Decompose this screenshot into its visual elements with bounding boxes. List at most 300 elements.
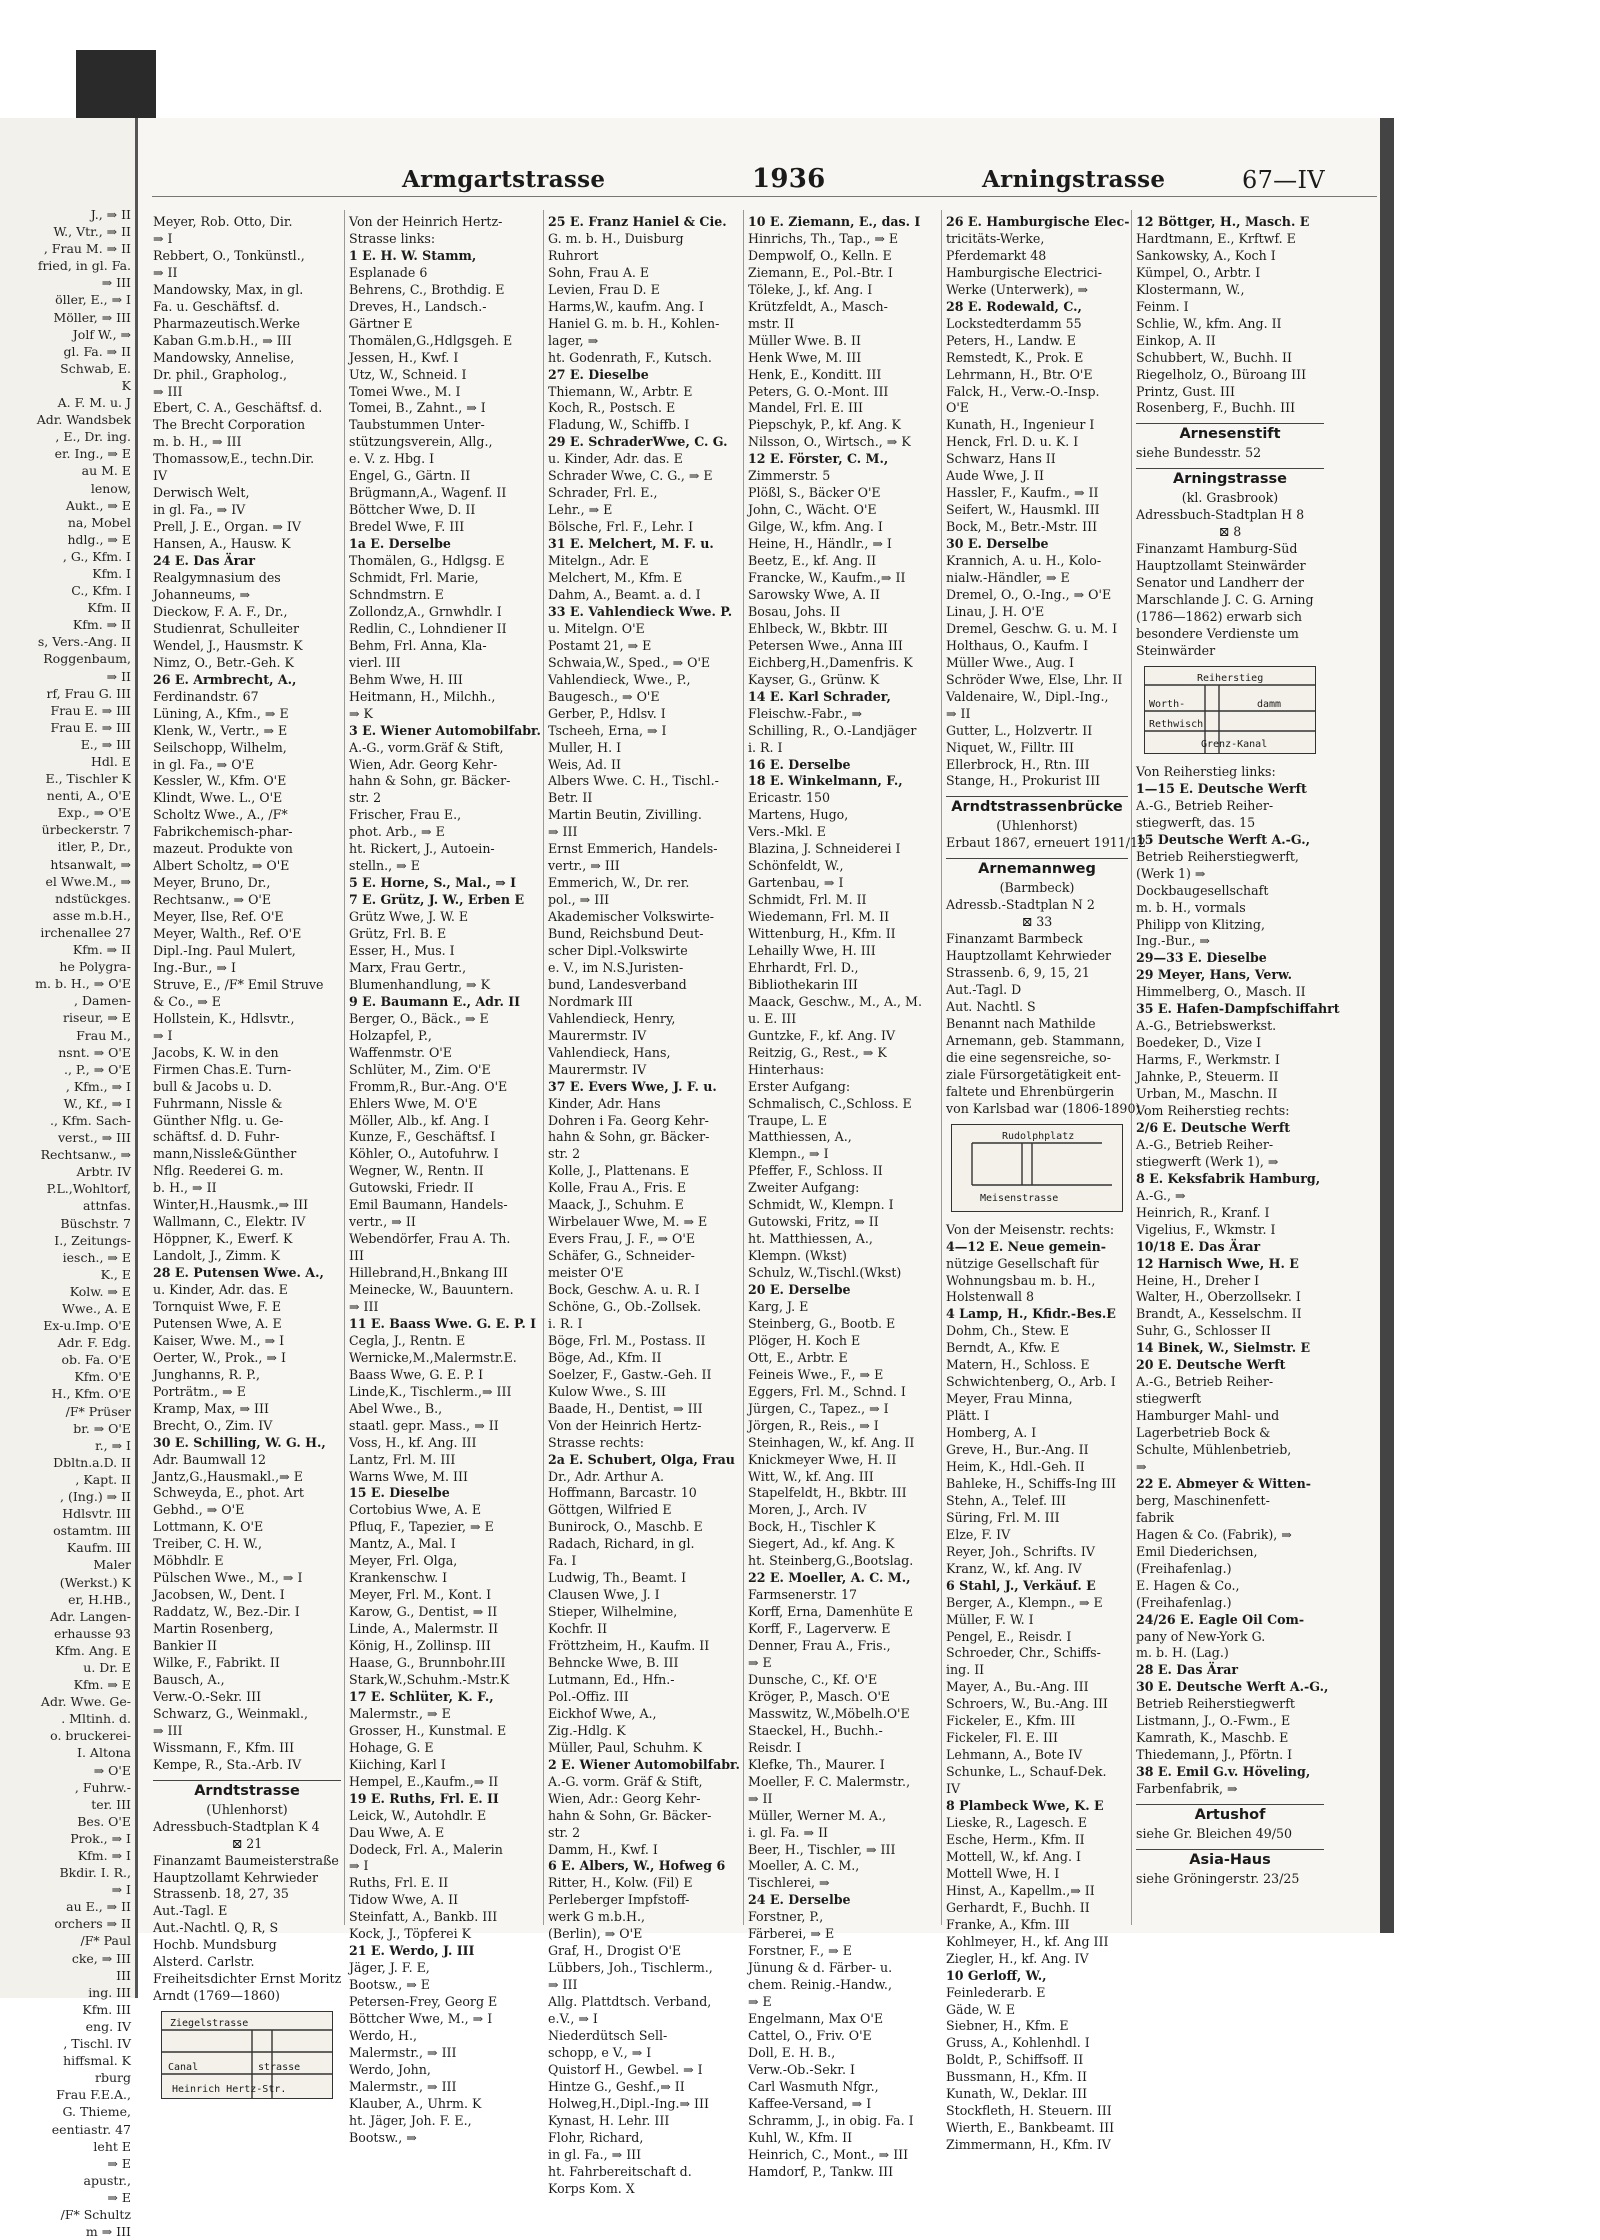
resident-entry: Finanzamt Barmbeck [946, 931, 1083, 947]
resident-entry: Eggers, Frl. M., Schnd. I [748, 1383, 906, 1399]
left-fragment-line: , E., Dr. ing. [55, 429, 131, 445]
left-fragment-line: Frau F.E.A., [56, 2087, 131, 2103]
resident-entry: Beer, H., Tischler, ⇒ III [748, 1841, 896, 1857]
resident-entry: Pol.-Offiz. III [548, 1688, 629, 1704]
map-label: Canal [168, 2062, 199, 2074]
resident-entry: Lehrmann, H., Btr. O'E [946, 366, 1093, 382]
resident-entry: Zimmerstr. 5 [748, 468, 831, 484]
resident-entry: Baugesch., ⇒ O'E [548, 688, 660, 704]
resident-entry: Arndt (1769—1860) [153, 1988, 280, 2004]
resident-entry: Perleberger Impfstoff- [548, 1892, 690, 1908]
resident-entry: Homberg, A. I [946, 1425, 1037, 1441]
resident-entry: & Co., ⇒ E [153, 993, 221, 1009]
house-number-entry: 20 E. Deutsche Werft [1136, 1357, 1286, 1373]
resident-entry: Rechtsanw., ⇒ O'E [153, 892, 272, 908]
resident-entry: Gutter, L., Holzvertr. II [946, 722, 1093, 738]
left-fragment-line: iesch., ⇒ E [62, 1249, 131, 1265]
resident-entry: Winter,H.,Hausmk.,⇒ III [153, 1197, 309, 1213]
resident-entry: Mottell, W., kf. Ang. I [946, 1848, 1081, 1864]
resident-entry: Hempel, E.,Kaufm.,⇒ II [349, 1773, 499, 1789]
resident-entry: tricitäts-Werke, [946, 230, 1045, 246]
left-page-lines [0, 118, 135, 2240]
house-number-entry: 21 E. Werdo, J. III [349, 1943, 475, 1959]
resident-entry: ⇒ III [153, 1722, 183, 1738]
resident-entry: Mantz, A., Mal. I [349, 1536, 456, 1552]
resident-entry: Linde,K., Tischlerm.,⇒ III [349, 1383, 512, 1399]
resident-entry: ⇒ K [349, 705, 373, 721]
resident-entry: in gl. Fa., ⇒ O'E [153, 756, 255, 772]
resident-entry: Schwichtenberg, O., Arb. I [946, 1374, 1116, 1390]
resident-entry: Berger, A., Klempn., ⇒ E [946, 1594, 1103, 1610]
resident-entry: Bussmann, H., Kfm. II [946, 2069, 1087, 2085]
resident-entry: stiegwerft (Werk 1), ⇒ [1136, 1153, 1279, 1169]
resident-entry: Thiedemann, J., Pförtn. I [1136, 1747, 1293, 1763]
resident-entry: Nimz, O., Betr.-Geh. K [153, 654, 294, 670]
resident-entry: Suhr, G., Schlosser II [1136, 1323, 1271, 1339]
left-fragment-line: Aukt., ⇒ E [65, 497, 131, 513]
resident-entry: Korps Kom. X [548, 2180, 635, 2196]
resident-entry: stiegwerft, das. 15 [1136, 814, 1256, 830]
resident-entry: Schmidt, W., Klempn. I [748, 1197, 894, 1213]
resident-entry: Tidow Wwe, A. II [349, 1892, 459, 1908]
resident-entry: Dunsche, C., Kf. O'E [748, 1671, 878, 1687]
resident-entry: Schndmstrn. E [349, 586, 444, 602]
resident-entry: Meyer, Rob. Otto, Dir. [153, 214, 293, 229]
resident-entry: The Brecht Corporation [153, 417, 306, 433]
resident-entry: Warns Wwe, M. III [349, 1468, 468, 1484]
resident-entry: Wernicke,M.,Malermstr.E. [349, 1349, 517, 1365]
resident-entry: ⇒ I [349, 1858, 369, 1874]
resident-entry: Gärtner E [349, 315, 413, 331]
resident-entry: hahn & Sohn, gr. Bäcker- [548, 1129, 710, 1145]
arndt-map-sketch [161, 2011, 333, 2099]
resident-entry: Cegla, J., Rentn. E [349, 1332, 466, 1348]
resident-entry: (1786—1862) erwarb sich [1136, 609, 1303, 625]
resident-entry: Hardtmann, E., Krftwf. E [1136, 230, 1296, 246]
resident-entry: Müller, Paul, Schuhm. K [548, 1739, 703, 1755]
resident-entry: Dr. phil., Grapholog., [153, 366, 287, 382]
resident-entry: Klefke, Th., Maurer. I [748, 1756, 885, 1772]
resident-entry: Hauptzollamt Kehrwieder [153, 1869, 318, 1885]
house-number-entry: 24 E. Das Ärar [153, 553, 256, 569]
left-fragment-line: s, Vers.-Ang. II [37, 634, 131, 650]
resident-entry: Heinrich, R., Kranf. I [1136, 1204, 1270, 1220]
resident-entry: faltete und Ehrenbürgerin [946, 1083, 1115, 1099]
resident-entry: Lieske, R., Lagesch. E [946, 1815, 1088, 1831]
resident-entry: str. 2 [548, 1146, 581, 1162]
resident-entry: Reyer, Joh., Schrifts. IV [946, 1543, 1095, 1559]
resident-entry: ⇒ III [349, 1299, 379, 1314]
resident-entry: Ing.-Bur., ⇒ [1136, 933, 1210, 949]
resident-entry: Matthiessen, A., [748, 1129, 852, 1145]
resident-entry: Von der Heinrich Hertz- [349, 214, 503, 229]
resident-entry: Esche, Herm., Kfm. II [946, 1831, 1085, 1847]
map-label: Rethwisch [1149, 718, 1204, 730]
resident-entry: Tscheeh, Erna, ⇒ I [548, 722, 667, 738]
resident-entry: Cattel, O., Friv. O'E [748, 2027, 872, 2043]
resident-entry: Kuhl, W., Kfm. II [748, 2129, 853, 2145]
left-fragment-line: K [121, 377, 131, 393]
resident-entry: Dremel, Geschw. G. u. M. I [946, 620, 1118, 636]
resident-entry: ing. II [946, 1662, 985, 1678]
resident-entry: Aude Wwe, J. II [946, 468, 1044, 484]
left-fragment-line: Wwe., A. E [62, 1301, 131, 1316]
house-number-entry: 1 E. H. W. Stamm, [349, 247, 477, 263]
resident-entry: Färberei, ⇒ E [748, 1926, 835, 1942]
resident-entry: Kochfr. II [548, 1621, 608, 1637]
resident-entry: Steinfatt, A., Bankb. III [349, 1909, 498, 1925]
left-fragment-line: , Kapt. II [75, 1471, 131, 1487]
resident-entry: Esser, H., Mus. I [349, 942, 455, 958]
resident-entry: Carl Wasmuth Nfgr., [748, 2078, 879, 2094]
house-number-entry: 33 E. Vahlendieck Wwe. P. [548, 603, 733, 619]
house-number-entry: 31 E. Melchert, M. F. u. [548, 536, 714, 552]
resident-entry: Realgymnasium des [153, 570, 281, 586]
map-label: Ziegelstrasse [170, 2018, 249, 2030]
left-fragment-line: Frau M., [76, 1027, 131, 1043]
street-section-heading: Arndtstrassenbrücke [946, 796, 1128, 818]
resident-entry: u. Kinder, Adr. das. E [153, 1282, 288, 1298]
resident-entry: Gerber, P., Hdlsv. I [548, 705, 666, 721]
resident-entry: Ludwig, Th., Beamt. I [548, 1570, 687, 1586]
street-section-heading: Arnemannweg [946, 858, 1128, 880]
left-fragment-line: I., Zeitungs- [54, 1232, 131, 1248]
resident-entry: Studienrat, Schulleiter [153, 620, 300, 636]
resident-entry: vertr., ⇒ III [548, 858, 620, 874]
resident-entry: Engelmann, Max O'E [748, 2011, 884, 2027]
resident-entry: Vers.-Mkl. E [748, 824, 826, 840]
left-fragment-line: Exp., ⇒ O'E [57, 805, 131, 821]
resident-entry: Stockfleth, H. Steuern. III [946, 2103, 1112, 2119]
resident-entry: Nordmark III [548, 993, 633, 1009]
house-number-entry: 6 E. Albers, W., Hofweg 6 [548, 1858, 726, 1874]
house-number-entry: 27 E. Dieselbe [548, 366, 649, 382]
left-fragment-line: eng. IV [85, 2018, 131, 2034]
resident-entry: Ericastr. 150 [748, 790, 831, 806]
resident-entry: Raddatz, W., Bez.-Dir. I [153, 1604, 300, 1620]
resident-entry: Schramm, J., in obig. Fa. I [748, 2112, 914, 2128]
resident-entry: Ehlers Wwe, M. O'E [349, 1095, 478, 1111]
resident-entry: Strasse links: [349, 230, 436, 246]
resident-entry: Forstner, F., ⇒ E [748, 1943, 852, 1959]
resident-entry: König, H., Zollinsp. III [349, 1638, 491, 1654]
resident-entry: hahn & Sohn, Gr. Bäcker- [548, 1807, 712, 1823]
resident-entry: Hintze G., Geshf.,⇒ II [548, 2078, 685, 2094]
left-fragment-line: Kfm. ⇒ II [72, 942, 131, 958]
resident-entry: Martin Rosenberg, [153, 1621, 274, 1637]
resident-entry: Böge, Frl. M., Postass. II [548, 1332, 706, 1348]
left-fragment-line: Schwab, E. [60, 360, 131, 376]
resident-entry: Thomälen,G.,Hdlgsgeh. E [349, 332, 513, 348]
left-fragment-line: fried, in gl. Fa. [37, 258, 131, 274]
column-5-lines [941, 210, 1147, 2154]
resident-entry: Henck, Frl. D. u. K. I [946, 434, 1079, 450]
left-fragment-line: br. ⇒ O'E [73, 1420, 131, 1436]
resident-entry: Vahlendieck, Wwe., P., [548, 671, 691, 687]
house-number-entry: 29 E. SchraderWwe, C. G. [548, 434, 728, 450]
resident-entry: Gartenbau, ⇒ I [748, 875, 844, 891]
left-fragment-line: Ex-u.Imp. O'E [43, 1318, 131, 1334]
resident-entry: Franke, A., Kfm. III [946, 1916, 1070, 1932]
resident-entry: Kiiching, Karl I [349, 1756, 446, 1772]
resident-entry: Engel, G., Gärtn. II [349, 468, 471, 484]
left-fragment-line: Frau E. ⇒ III [50, 702, 131, 718]
resident-entry: Behm Wwe, H. III [349, 671, 463, 687]
left-fragment-line: , Tischl. IV [63, 2036, 131, 2052]
resident-entry: Maurermstr. IV [548, 1027, 647, 1043]
street-section-heading: Arnesenstift [1136, 423, 1324, 445]
resident-entry: Johanneums, ⇒ [153, 586, 250, 602]
resident-entry: Plöger, H. Koch E [748, 1332, 861, 1348]
resident-entry: Krannich, A. u. H., Kolo- [946, 553, 1102, 569]
resident-entry: Gilge, W., kfm. Ang. I [748, 519, 883, 535]
resident-entry: Jäger, J. F. E, [349, 1960, 430, 1976]
house-number-entry: 3 E. Wiener Automobilfabr. [349, 722, 541, 738]
arnemann-map-sketch [951, 1124, 1123, 1212]
resident-entry: Tomei, B., Zahnt., ⇒ I [349, 400, 486, 416]
resident-entry: Moeller, A. C. M., [748, 1858, 860, 1874]
resident-entry: Einkop, A. II [1136, 332, 1216, 348]
left-fragment-line: Adr. Langen- [49, 1608, 131, 1624]
house-number-entry: 10/18 E. Das Ärar [1136, 1238, 1261, 1254]
resident-entry: A.-G., vorm.Gräf & Stift, [349, 739, 504, 755]
resident-entry: Kröger, P., Masch. O'E [748, 1688, 891, 1704]
house-number-entry: 14 E. Karl Schrader, [748, 688, 891, 704]
resident-entry: Melchert, M., Kfm. E [548, 570, 683, 586]
resident-entry: Malermstr., ⇒ III [349, 2078, 457, 2094]
resident-entry: Utz, W., Schneid. I [349, 366, 467, 382]
resident-entry: Hagen & Co. (Fabrik), ⇒ [1136, 1526, 1292, 1542]
resident-entry: Witt, W., kf. Ang. III [748, 1468, 874, 1484]
resident-entry: Treiber, C. H. W., [153, 1536, 262, 1552]
left-fragment-line: m ⇒ III [85, 2224, 131, 2240]
resident-entry: Jacobs, K. W. in den [153, 1044, 279, 1060]
resident-entry: ⇒ II [153, 264, 178, 280]
resident-entry: Firmen Chas.E. Turn- [153, 1061, 292, 1077]
resident-entry: Matern, H., Schloss. E [946, 1357, 1090, 1373]
map-label: strasse [258, 2062, 301, 2074]
column-6 [1131, 210, 1340, 1925]
house-number-entry: 28 E. Das Ärar [1136, 1662, 1239, 1678]
resident-entry: Fladung, W., Schiffb. I [548, 417, 690, 433]
resident-entry: Von der Heinrich Hertz- [548, 1417, 702, 1433]
resident-entry: Soelzer, F., Gastw.-Geh. II [548, 1366, 712, 1382]
left-fragment-line: Kfm. ⇒ I [77, 1848, 131, 1863]
column-4-lines [743, 210, 941, 2181]
resident-entry: Walter, H., Oberzollsekr. I [1136, 1289, 1301, 1305]
resident-entry: von Karlsbad war (1806-1890) [946, 1100, 1141, 1116]
resident-entry: Fa. I [548, 1553, 577, 1569]
resident-entry: b. H., ⇒ II [153, 1180, 217, 1196]
resident-entry: Radach, Richard, in gl. [548, 1536, 695, 1552]
resident-entry: Aut.-Tagl. D [946, 982, 1022, 998]
resident-entry: Dremel, O., O.-Ing., ⇒ O'E [946, 586, 1112, 602]
house-number-entry: 2 E. Wiener Automobilfabr. [548, 1756, 740, 1772]
resident-entry: ht. Godenrath, F., Kutsch. [548, 349, 712, 365]
resident-entry: Frischer, Frau E., [349, 807, 462, 823]
resident-entry: u. Kinder, Adr. das. E [548, 451, 683, 467]
resident-entry: Pengel, E., Reisdr. I [946, 1628, 1072, 1644]
left-fragment-line: ürbeckerstr. 7 [41, 822, 131, 838]
resident-entry: Linde, A., Malermstr. II [349, 1621, 499, 1637]
resident-entry: Stapelfeldt, H., Bkbtr. III [748, 1485, 907, 1501]
resident-entry: stützungsverein, Allg., [349, 434, 493, 450]
resident-entry: Henk Wwe, M. III [748, 349, 862, 365]
left-fragment-line: eentiastr. 47 [51, 2121, 131, 2137]
resident-entry: Tischlerei, ⇒ [748, 1875, 830, 1891]
left-fragment-line: , Damen- [74, 993, 131, 1009]
resident-entry: Hamdorf, P., Tankw. III [748, 2163, 894, 2179]
map-label: Heinrich Hertz-Str. [172, 2084, 287, 2096]
resident-entry: Zollondz,A., Grnwhdlr. I [349, 603, 502, 619]
house-number-entry: 14 Binek, W., Sielmstr. E [1136, 1340, 1311, 1356]
resident-entry: Remstedt, K., Prok. E [946, 349, 1084, 365]
resident-entry: Gutowski, Friedr. II [349, 1180, 474, 1196]
house-number-entry: 29—33 E. Dieselbe [1136, 950, 1267, 966]
resident-entry: Bootsw., ⇒ [349, 2129, 417, 2145]
left-fragment-line: asse m.b.H., [52, 907, 131, 923]
resident-entry: Jürgen, C., Tapez., ⇒ I [748, 1400, 889, 1416]
resident-entry: Bausch, A., [153, 1671, 225, 1687]
resident-entry: Jessen, H., Kwf. I [349, 349, 459, 365]
resident-entry: Hoffmann, Barcastr. 10 [548, 1485, 697, 1501]
resident-entry: Kramp, Max, ⇒ III [153, 1400, 269, 1416]
resident-entry: Ziegler, H., kf. Ang. IV [946, 1950, 1089, 1966]
resident-entry: Emil Baumann, Handels- [349, 1197, 508, 1213]
resident-entry: Peters, G. O.-Mont. III [748, 383, 889, 399]
resident-entry: Niquet, W., Filltr. III [946, 739, 1074, 755]
house-number-entry: 7 E. Grütz, J. W., Erben E [349, 892, 525, 908]
resident-entry: Maack, J., Schuhm. E [548, 1197, 684, 1213]
resident-entry: u. E. III [748, 1010, 797, 1026]
resident-entry: Henk, E., Konditt. III [748, 366, 882, 382]
resident-entry: III [349, 1248, 364, 1264]
resident-entry: Struve, E., /F* Emil Struve [153, 976, 324, 992]
resident-entry: ht. Steinberg,G.,Bootslag. [748, 1553, 914, 1569]
column-6-lines [1131, 210, 1340, 1888]
resident-entry: Freiheitsdichter Ernst Moritz [153, 1971, 342, 1987]
left-fragment-line: na, Mobel [67, 514, 131, 530]
resident-entry: Lockstedterdamm 55 [946, 315, 1082, 331]
resident-entry: Vahlendieck, Henry, [548, 1010, 676, 1026]
resident-entry: Masswitz, W.,Möbelh.O'E [748, 1705, 910, 1721]
resident-entry: Kümpel, O., Arbtr. I [1136, 264, 1261, 280]
resident-entry: Denner, Frau A., Fris., [748, 1638, 891, 1654]
left-fragment-line: , Kfm., ⇒ I [65, 1078, 131, 1094]
left-fragment-line: Möller, ⇒ III [53, 309, 131, 325]
resident-entry: E. Hagen & Co., [1136, 1577, 1240, 1593]
resident-entry: Kaiser, Wwe. M., ⇒ I [153, 1332, 285, 1348]
left-fragment-line: er, H.HB., [68, 1591, 131, 1607]
resident-entry: Gäde, W. E [946, 2001, 1016, 2017]
resident-entry: Von Reiherstieg links: [1136, 763, 1276, 779]
resident-entry: Kaffee-Versand, ⇒ I [748, 2095, 872, 2111]
resident-entry: Malermstr., ⇒ III [349, 2044, 457, 2060]
resident-entry: Tomei Wwe., M. I [349, 383, 461, 399]
resident-entry: Jantz,G.,Hausmakl.,⇒ E [153, 1468, 303, 1484]
resident-entry: Adressbuch-Stadtplan H 8 [1136, 507, 1305, 523]
left-fragment-line: Hdlsvtr. III [62, 1506, 131, 1522]
resident-entry: Meyer, Frau Minna, [946, 1391, 1073, 1407]
resident-entry: Schöne, G., Ob.-Zollsek. [548, 1299, 702, 1314]
left-fragment-line: Adr. Wandsbek [36, 412, 131, 428]
resident-entry: Albers Wwe. C. H., Tischl.- [548, 773, 719, 789]
resident-entry: Wendel, J., Hausmstr. K [153, 637, 303, 653]
house-number-entry: 22 E. Moeller, A. C. M., [748, 1570, 911, 1586]
street-section-subtitle: (Uhlenhorst) [206, 1801, 288, 1817]
resident-entry: Pfluq, F., Tapezier, ⇒ E [349, 1519, 494, 1535]
left-fragment-line: erhausse 93 [53, 1625, 131, 1641]
resident-entry: (Werk 1) ⇒ [1136, 865, 1206, 881]
resident-entry: A.-G., ⇒ [1136, 1187, 1186, 1203]
resident-entry: Möbhdlr. E [153, 1553, 224, 1569]
resident-entry: Köhler, O., Autofuhrw. I [349, 1146, 499, 1162]
resident-entry: Baade, H., Dentist, ⇒ III [548, 1400, 703, 1416]
house-number-entry: 10 Gerloff, W., [946, 1967, 1047, 1983]
left-fragment-line: Kfm. Ang. E [55, 1642, 131, 1658]
left-fragment-line: r., ⇒ I [95, 1437, 131, 1453]
resident-entry: Müller, Werner M. A., [748, 1807, 887, 1823]
resident-entry: Bock, M., Betr.-Mstr. III [946, 519, 1098, 535]
left-fragment-line: ⇒ III [101, 275, 131, 291]
resident-entry: Von der Meisenstr. rechts: [946, 1221, 1115, 1237]
resident-entry: stiegwerft [1136, 1391, 1202, 1407]
resident-entry: ⇒ II [946, 705, 971, 721]
resident-entry: Brügmann,A., Wagenf. II [349, 485, 507, 501]
left-fragment-line: Rechtsanw., ⇒ [40, 1147, 131, 1163]
resident-entry: A.-G. vorm. Gräf & Stift, [548, 1773, 703, 1789]
left-fragment-line: nsnt. ⇒ O'E [58, 1044, 131, 1060]
left-fragment-line: ⇒ I [111, 1882, 131, 1898]
resident-entry: Petersen-Frey, Georg E [349, 1994, 498, 2010]
resident-entry: Seilschopp, Wilhelm, [153, 739, 287, 755]
resident-entry: Krützfeldt, A., Masch- [748, 298, 888, 314]
resident-entry: Steinberg, G., Bootb. E [748, 1315, 896, 1331]
resident-entry: Flohr, Richard, [548, 2129, 644, 2145]
left-fragment-line: rf, Frau G. III [46, 685, 131, 701]
left-fragment-line: u. Dr. E [83, 1659, 131, 1675]
resident-entry: Allg. Plattdtsch. Verband, [548, 1994, 712, 2010]
resident-entry: Bund, Reichsbund Deut- [548, 926, 704, 942]
resident-entry: Finanzamt Baumeisterstraße [153, 1852, 339, 1868]
left-fragment-line: /F* Prüser [65, 1403, 131, 1419]
house-number-entry: 28 E. Rodewald, C., [946, 298, 1082, 314]
resident-entry: Ehlbeck, W., Bkbtr. III [748, 620, 888, 636]
directory-page [138, 118, 1394, 2196]
left-fragment-line: irchenallee 27 [40, 924, 131, 940]
resident-entry: Reitzig, G., Rest., ⇒ K [748, 1044, 887, 1060]
house-number-entry: 19 E. Ruths, Frl. E. II [349, 1790, 499, 1806]
resident-entry: Mandel, Frl. E. III [748, 400, 863, 416]
resident-entry: Dodeck, Frl. A., Malerin [349, 1841, 503, 1857]
resident-entry: Meyer, Frl. M., Kont. I [349, 1587, 492, 1603]
resident-entry: Hassler, F., Kaufm., ⇒ II [946, 485, 1099, 501]
resident-entry: Leick, W., Autohdlr. E [349, 1807, 487, 1823]
arning-street-map [1136, 666, 1324, 764]
resident-entry: Jörgen, R., Reis., ⇒ I [748, 1417, 879, 1433]
left-fragment-line: nenti, A., O'E [46, 788, 131, 804]
resident-entry: Ritter, H., Kolw. (Fil) E [548, 1875, 693, 1891]
resident-entry: fabrik [1136, 1509, 1174, 1525]
left-fragment-line: ., P., ⇒ O'E [64, 1061, 131, 1077]
resident-entry: Klauber, A., Uhrm. K [349, 2095, 482, 2111]
house-number-entry: 15 Deutsche Werft A.-G., [1136, 831, 1310, 847]
resident-entry: Nflg. Reederei G. m. [153, 1163, 284, 1179]
house-number-entry: 15 E. Dieselbe [349, 1485, 450, 1501]
resident-entry: Dau Wwe, A. E [349, 1824, 445, 1840]
resident-entry: Kayser, G., Grünw. K [748, 671, 880, 687]
resident-entry: A.-G., Betrieb Reiher- [1136, 1136, 1274, 1152]
